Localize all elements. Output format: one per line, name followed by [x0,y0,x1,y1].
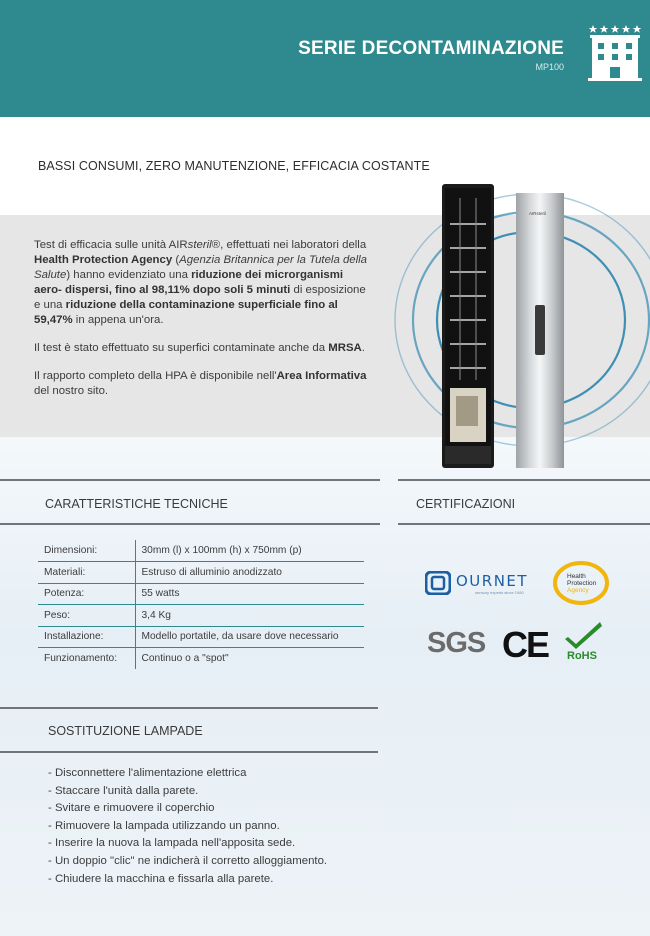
device-brand-label: AIRsteril [529,211,547,216]
device-handle [535,305,545,355]
spec-label: Peso: [38,605,135,627]
table-row [38,540,364,562]
spec-label: Funzionamento: [38,648,135,670]
lamp-steps-list [48,765,327,888]
specs-rule-top [0,479,380,481]
spec-value: Modello portatile, da usare dove necessario [135,626,364,648]
spec-label: Dimensioni: [38,540,135,562]
list-item: - Staccare l'unità dalla parete. [48,784,199,797]
hpa-logo [553,561,609,605]
cournet-mark-icon [425,571,451,595]
table-row [38,605,364,627]
list-item: - Disconnettere l'alimentazione elettrica [48,767,247,779]
lamps-rule-top [0,707,378,709]
device-internals [442,184,494,468]
cert-rule-top [398,479,650,481]
list-item: - Inserire la nuova la lampada nell'apposita sede. [48,837,296,850]
list-item: - Rimuovere la lampada utilizzando un panno. [48,819,280,832]
hpa-line-2: Protection [567,580,597,587]
table-row [38,626,364,648]
spec-value: 3,4 Kg [135,605,364,627]
page-title: SERIE DECONTAMINAZIONE [298,38,564,59]
list-item: - Svitare e rimuovere il coperchio [48,802,215,815]
lamps-rule-bottom [0,751,378,753]
lamps-title: SOSTITUZIONE LAMPADE [48,724,203,738]
header-banner [0,0,650,117]
specs-rule-bottom [0,523,380,525]
list-item: - Chiudere la macchina e fissarla alla parete. [48,872,274,885]
decorative-rings [368,190,650,460]
list-item: - Un doppio "clic" ne indicherà il corretto alloggiamento. [48,854,328,867]
device-closed-image [516,193,564,468]
spec-value: 55 watts [135,583,364,605]
specs-title: CARATTERISTICHE TECNICHE [45,497,228,511]
ce-wordmark: CE [502,624,549,665]
spec-label: Installazione: [38,626,135,648]
intro-paragraph-1: Test di efficacia sulle unità AIRsteril®, effettuati nei laboratori della Health Protection Agency (Agenzia Britannica per la Tutela della Salute) hanno evidenziato una riduzione dei microrganismi aero- dispersi, fino al 98,11% dopo soli 5 minuti di esposizione e una riduzione della contaminazione superficiale fino al 59,47% in appena un'ora. [34,239,368,326]
intro-paragraph-3: Il rapporto completo della HPA è disponibile nell'Area Informativa del nostro sito. [34,370,367,397]
tagline: BASSI CONSUMI, ZERO MANUTENZIONE, EFFICACIA COSTANTE [38,159,430,173]
hpa-line-3: Agency [567,587,589,594]
table-row [38,583,364,605]
rohs-wordmark: RoHS [567,650,597,662]
hotel-building-icon [586,18,644,82]
ce-mark [502,624,552,665]
rohs-logo [564,620,606,664]
table-row [38,648,364,670]
intro-paragraph-2: Il test è stato effettuato su superfici contaminate anche da MRSA. [34,342,365,354]
cournet-tagline: sensory experts since 1980 [475,590,524,595]
cournet-wordmark: OURNET [456,572,529,590]
spec-label: Materiali: [38,562,135,584]
spec-value: Continuo o a "spot" [141,653,229,664]
device-open-image [442,184,494,468]
table-row [38,562,364,584]
spec-table [38,540,364,669]
spec-value: Estruso di alluminio anodizzato [135,562,364,584]
checkmark-icon [564,620,606,650]
cert-rule-bottom [398,523,650,525]
hpa-line-1: Health [567,573,586,580]
spec-value: 30mm (l) x 100mm (h) x 750mm (p) [135,540,364,562]
spec-label: Potenza: [38,583,135,605]
page-subtitle: MP100 [535,62,564,72]
sgs-wordmark: SGS [427,627,486,659]
intro-text [34,238,370,412]
sgs-logo [425,627,486,661]
cert-title: CERTIFICAZIONI [416,497,516,511]
cournet-logo [425,570,541,596]
